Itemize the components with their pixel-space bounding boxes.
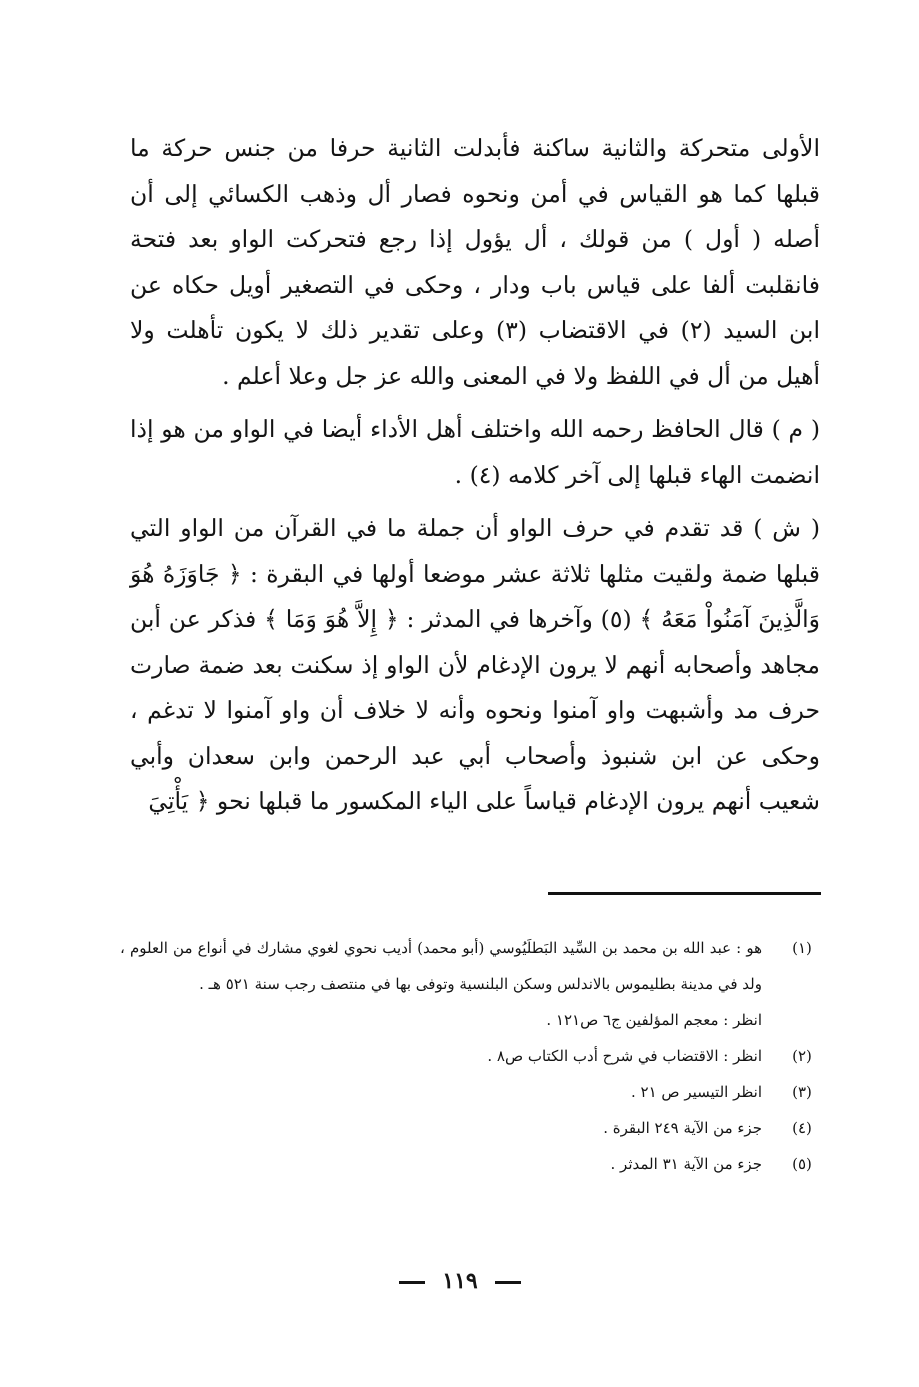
footnote-text: هو : عبد الله بن محمد بن السِّيد البَطلَيُوسي (أبو محمد) أديب نحوي لغوي مشارك في أنواع من العلوم ، ولد في مدينة بطليموس بالاندلس وسكن البلنسية وتوفى بها في منتصف رجب سنة ٥٢١ هـ .: [120, 939, 762, 993]
footnote-number: (٢): [792, 1047, 812, 1065]
footnote-text: جزء من الآية ٢٤٩ البقرة .: [603, 1119, 762, 1137]
footnote-number: (٣): [792, 1083, 812, 1101]
footnote-text: انظر : الاقتضاب في شرح أدب الكتاب ص٨ .: [487, 1047, 762, 1065]
footnote-number: (١): [792, 939, 812, 957]
footnote-3: [120, 1074, 822, 1110]
footnote-separator: [548, 892, 821, 895]
page-number-dash-right: [399, 1281, 425, 1284]
footnote-2: [120, 1038, 822, 1074]
paragraph-2: ( م ) قال الحافظ رحمه الله واختلف أهل الأداء أيضا في الواو من هو إذا انضمت الهاء قبلها إلى آخر كلامه (٤) .: [130, 415, 820, 489]
footnote-1-reference: [120, 1002, 822, 1038]
footnote-1: [120, 930, 822, 1002]
paragraph-3: ( ش ) قد تقدم في حرف الواو أن جملة ما في القرآن من الواو التي قبلها ضمة ولقيت مثلها ثلاثة عشر موضعا أولها في البقرة : ﴿ جَاوَزَهُ هُوَ وَالَّذِينَ آمَنُواْ مَعَهُ ﴾ (٥) وآخرها في المدثر : ﴿ إِلاَّ هُوَ وَمَا ﴾ فذكر عن أبن مجاهد وأصحابه أنهم لا يرون الإدغام لأن الواو إذ سكنت بعد ضمة صارت حرف مد وأشبهت واو آمنوا ونحوه وأنه لا خلاف أن واو آمنوا لا تدغم ، وحكى عن ابن شنبوذ وأصحاب أبي عبد الرحمن وابن سعدان وأبي شعيب أنهم يرون الإدغام قياساً على الياء المكسور ما قبلها نحو ﴿ يَأْتِيَ: [130, 514, 820, 815]
paragraph-1: الأولى متحركة والثانية ساكنة فأبدلت الثانية حرفا من جنس حركة ما قبلها كما هو القياس في أمن ونحوه فصار أل وذهب الكسائي إلى أن أصله ( أول ) من قولك ، أل يؤول إذا رجع فتحركت الواو بعد فتحة فانقلبت ألفا على قياس باب ودار ، وحكى في التصغير أويل حكاه عن ابن السيد (٢) في الاقتضاب (٣) وعلى تقدير ذلك لا يكون تأهلت ولا أهيل من أل في اللفظ ولا في المعنى والله عز جل وعلا أعلم .: [130, 134, 820, 390]
page-number-value: ١١٩: [442, 1268, 478, 1294]
footnote-number: (٥): [792, 1155, 812, 1173]
footnote-text: جزء من الآية ٣١ المدثر .: [610, 1155, 762, 1173]
footnote-4: [120, 1110, 822, 1146]
footnote-text: انظر التيسير ص ٢١ .: [630, 1083, 762, 1101]
page-number-dash-left: [495, 1281, 521, 1284]
main-text: [130, 126, 820, 825]
footnote-number: (٤): [792, 1119, 812, 1137]
page-number: [360, 1268, 560, 1294]
footnote-text: انظر : معجم المؤلفين ج٦ ص١٢١ .: [546, 1011, 762, 1029]
footnote-5: [120, 1146, 822, 1182]
footnotes: [120, 930, 822, 1182]
